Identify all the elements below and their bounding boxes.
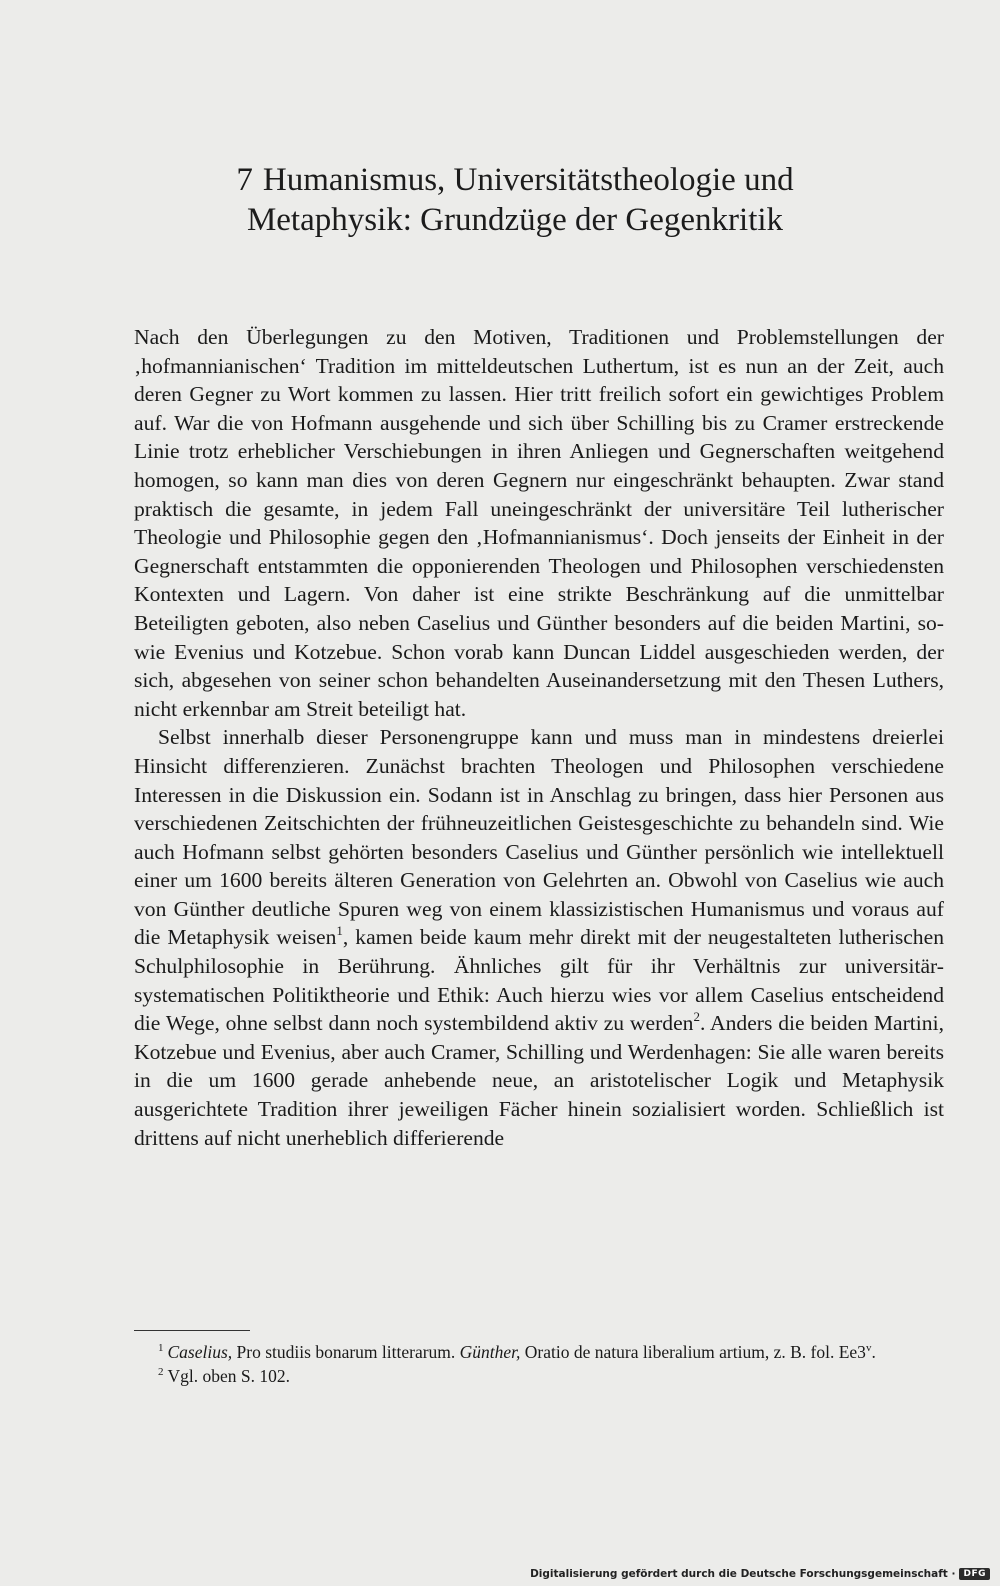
footnote-author: Günther, [459,1342,521,1362]
footnote-divider [134,1330,250,1331]
paragraph-2-part-c: . Anders die beiden Martini, Kotzebue und Evenius, aber auch Cramer, Schilling und Werdenhagen: Sie alle waren bereits in die um 1600 gerade anhebende neue, an aristotelischer Logik und Metaphysik ausgerichtete Tradition ihrer jeweiligen Fächer hinein sozialisiert worden. Schließlich ist drittens auf nicht unerheblich differierende [134,1011,944,1150]
dfg-logo-icon: DFG [959,1568,990,1580]
footnote-1 [134,1340,944,1364]
chapter-title-line-2: Metaphysik: Grundzüge der Gegenkritik [246,202,784,238]
footnote-text-end: . [871,1342,876,1362]
footnote-number: 2 [158,1366,164,1378]
paragraph-2-part-a: Selbst innerhalb dieser Personengruppe kann und muss man in mindestens dreierlei Hinsicht differenzieren. Zunächst brachten Theologen und Philosophen verschiedene Interessen in die Diskussion ein. Sodann ist in Anschlag zu bringen, dass hier Personen aus verschiedenen Zeitschichten der frühneuzeitlichen Geistesgeschichte zu behandeln sind. Wie auch Hofmann selbst gehörten besonders Caselius und Günther persönlich wie intellektuell einer um 1600 bereits älteren Generation von Gelehrten an. Obwohl von Caselius wie auch von Günther deutliche Spuren weg von einem klassizistischen Humanismus und voraus auf die Metaphysik weisen [134,725,944,950]
paragraph-2 [134,723,944,1152]
footnotes [134,1340,944,1388]
footnote-text: Vgl. oben S. 102. [167,1366,290,1386]
folio-verso-mark: v [865,1342,872,1354]
paragraph-1: Nach den Überlegungen zu den Motiven, Traditionen und Problemstellungen der ‚hofmannianischen‘ Tradition im mitteldeutschen Luthertum, ist es nun an der Zeit, auch deren Gegner zu Wort kommen zu lassen. Hier tritt freilich sofort ein gewichtiges Problem auf. War die von Hofmann ausgehende und sich über Schilling bis zu Cramer erstreckende Linie trotz erheblicher Verschiebungen in ihren Anliegen und Gegnerschaften weitgehend homogen, so kann man dies von deren Gegnern nur eingeschränkt behaupten. Zwar stand praktisch die gesamte, in jedem Fall uneingeschränkt der universitäre Teil lutherischer Theologie und Philosophie gegen den ‚Hofmannianismus‘. Doch jenseits der Einheit in der Gegnerschaft entstammten die opponierenden Theologen und Philosophen verschiedensten Kontexten und Lagern. Von daher ist eine strikte Beschränkung auf die unmittelbar Beteiligten geboten, also neben Caselius und Günther besonders auf die beiden Martini, sowie Evenius und Kotzebue. Schon vorab kann Duncan Liddel ausgeschieden werden, der sich, abgesehen von seiner schon behandelten Auseinandersetzung mit den Thesen Luthers, nicht erkennbar am Streit beteiligt hat. [134,325,944,721]
digitization-credit [530,1568,990,1580]
footnote-number: 1 [158,1342,164,1354]
footnote-text: Oratio de natura liberalium artium, z. B. fol. Ee3 [520,1342,866,1362]
chapter-title-line-1: Humanismus, Universitätstheologie und [262,162,794,198]
footnote-text: Pro studiis bonarum litterarum. [232,1342,460,1362]
footnote-2 [134,1364,944,1388]
footnote-ref-2[interactable]: 2 [693,1009,700,1025]
body-text [134,323,944,1152]
footnote-author: Caselius, [167,1342,233,1362]
credit-text: Digitalisierung gefördert durch die Deutsche Forschungsgemeinschaft · [530,1568,956,1580]
footnote-ref-1[interactable]: 1 [336,923,343,939]
paragraph-2-part-b: , kamen beide kaum mehr direkt mit der neugestalteten lutherischen Schulphilosophie in Berührung. Ähnliches gilt für ihr Verhältnis zur universitär-systematischen Politiktheorie und Ethik: Auch hierzu wies vor allem Caselius entscheidend die Wege, ohne selbst dann noch systembildend aktiv zu werden [134,925,944,1036]
chapter-title [160,160,870,240]
chapter-number: 7 [236,162,253,198]
